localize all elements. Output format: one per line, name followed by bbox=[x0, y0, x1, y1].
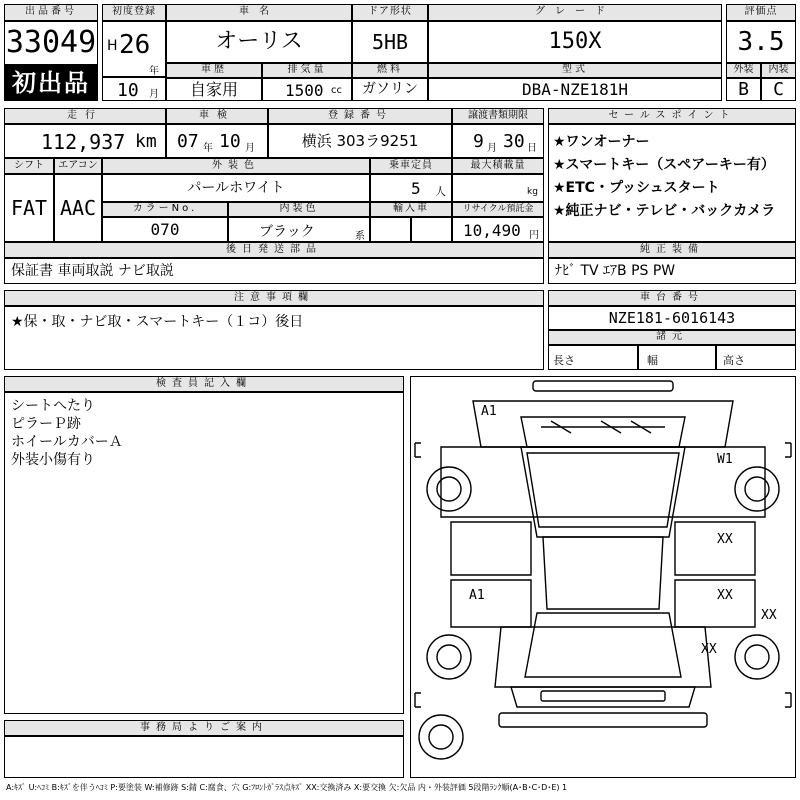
load-label: 最大積載量 bbox=[452, 158, 544, 174]
model: DBA-NZE181H bbox=[428, 78, 722, 101]
displacement-cell bbox=[262, 78, 352, 101]
transfer-cell bbox=[452, 124, 544, 158]
displacement-unit: cc bbox=[331, 85, 342, 96]
length-label: 長さ bbox=[553, 354, 575, 367]
later-parts-label: 後日発送部品 bbox=[4, 242, 544, 258]
capacity: 5 bbox=[411, 179, 421, 198]
score-label: 評価点 bbox=[726, 4, 796, 21]
later-parts: 保証書 車両取説 ナビ取説 bbox=[4, 258, 544, 284]
import-cell-a bbox=[370, 217, 411, 242]
width-label: 幅 bbox=[647, 354, 658, 367]
ac-label: エアコン bbox=[54, 158, 102, 174]
insp-month: 10 bbox=[219, 131, 241, 152]
height-label: 高さ bbox=[723, 354, 745, 367]
car-name-label: 車名 bbox=[166, 4, 352, 21]
dims-label: 諸元 bbox=[548, 330, 796, 345]
color-no: 070 bbox=[102, 217, 228, 242]
mark-xx-right-rear: XX bbox=[717, 588, 733, 603]
transfer-day-unit: 日 bbox=[527, 143, 537, 154]
sales-label: セールスポイント bbox=[548, 108, 796, 124]
sales-point: ★ワンオーナー bbox=[553, 134, 650, 150]
mark-xx-right-edge: XX bbox=[761, 608, 777, 623]
door-type: 5HB bbox=[352, 21, 428, 63]
ext-color: パールホワイト bbox=[102, 174, 370, 202]
mileage-cell bbox=[4, 124, 166, 158]
first-reg-year-cell bbox=[102, 21, 166, 77]
ext-color-label: 外装色 bbox=[102, 158, 370, 174]
inspection-label: 車検 bbox=[166, 108, 268, 124]
insp-month-unit: 月 bbox=[245, 143, 255, 154]
length-cell bbox=[548, 345, 638, 370]
int-grade: C bbox=[761, 78, 796, 101]
inspector-line: ピラーＰ跡 bbox=[11, 416, 81, 432]
mark-xx-right-front: XX bbox=[717, 532, 733, 547]
int-label: 内装 bbox=[761, 63, 796, 78]
lot-number: 33049 bbox=[4, 21, 98, 65]
int-color-label: 内装色 bbox=[228, 202, 370, 217]
sales-point: ★ETC・プッシュスタート bbox=[553, 180, 720, 196]
caution-box bbox=[4, 306, 544, 370]
car-name: オーリス bbox=[166, 21, 352, 63]
inspector-label: 検査員記入欄 bbox=[4, 376, 404, 392]
car-diagram-svg bbox=[411, 377, 795, 777]
height-cell bbox=[716, 345, 796, 370]
int-color-unit: 系 bbox=[355, 231, 365, 242]
shift-label: シフト bbox=[4, 158, 54, 174]
office-box bbox=[4, 736, 404, 778]
ac: AAC bbox=[54, 174, 102, 242]
transfer-label: 譲渡書類期限 bbox=[452, 108, 544, 124]
ext-label: 外装 bbox=[726, 63, 761, 78]
history-label: 車歴 bbox=[166, 63, 262, 78]
reg-month: 10 bbox=[117, 80, 139, 101]
fuel-label: 燃料 bbox=[352, 63, 428, 78]
mark-a1-left: A1 bbox=[469, 588, 485, 603]
caution-text: ★保・取・ナビ取・スマートキー（１コ）後日 bbox=[11, 314, 304, 330]
reg-year: 26 bbox=[119, 30, 151, 60]
recycle-label: リサイクル預託金 bbox=[452, 202, 544, 217]
plate-label: 登録番号 bbox=[268, 108, 452, 124]
capacity-unit: 人 bbox=[435, 185, 446, 198]
ext-grade: B bbox=[726, 78, 761, 101]
capacity-label: 乗車定員 bbox=[370, 158, 452, 174]
equipment: ﾅﾋﾞ TV ｴｱB PS PW bbox=[548, 258, 796, 284]
first-reg-label: 初度登録 bbox=[102, 4, 166, 21]
damage-legend: A:ｷｽﾞ U:ﾍｺﾐ B:ｷｽﾞを伴うﾍｺﾐ P:要塗装 W:補修跡 S:錆 C:腐食、穴 G:ﾌﾛﾝﾄｶﾞﾗｽ点ｷｽﾞ XX:交換済み X:要交換 欠:欠品 内・外装評価 5段階ﾗﾝｸ順(A･B･C･D･E) 1 bbox=[6, 783, 568, 792]
load-unit: kg bbox=[527, 187, 538, 197]
sales-point: ★スマートキー（スペアーキー有） bbox=[553, 157, 775, 173]
fuel: ガソリン bbox=[352, 78, 428, 101]
caution-label: 注意事項欄 bbox=[4, 290, 544, 306]
mark-w1: W1 bbox=[717, 452, 733, 467]
mileage: 112,937 bbox=[41, 130, 126, 154]
score: 3.5 bbox=[726, 21, 796, 63]
color-no-label: カラーNo. bbox=[102, 202, 228, 217]
equip-label: 純正装備 bbox=[548, 242, 796, 258]
transfer-day: 30 bbox=[503, 131, 525, 152]
model-label: 型式 bbox=[428, 63, 722, 78]
chassis-label: 車台番号 bbox=[548, 290, 796, 306]
grade: 150X bbox=[428, 21, 722, 63]
capacity-cell bbox=[370, 174, 452, 202]
shift: FAT bbox=[4, 174, 54, 242]
import-cell-b bbox=[411, 217, 452, 242]
mileage-label: 走行 bbox=[4, 108, 166, 124]
insp-year-unit: 年 bbox=[203, 143, 213, 154]
damage-diagram bbox=[410, 376, 796, 778]
transfer-month: 9 bbox=[473, 131, 484, 152]
grade-label: グレード bbox=[428, 4, 722, 21]
month-unit: 月 bbox=[149, 89, 159, 100]
recycle-unit: 円 bbox=[529, 230, 539, 241]
chassis-no: NZE181-6016143 bbox=[548, 306, 796, 330]
sales-points bbox=[548, 124, 796, 242]
load-cell bbox=[452, 174, 544, 202]
first-reg-month-cell bbox=[102, 77, 166, 101]
door-label: ドア形状 bbox=[352, 4, 428, 21]
inspector-line: シートへたり bbox=[11, 398, 95, 414]
int-color: ブラック bbox=[259, 224, 315, 240]
mark-xx-rear: XX bbox=[701, 642, 717, 657]
history: 自家用 bbox=[166, 78, 262, 101]
width-cell bbox=[638, 345, 716, 370]
plate: 横浜 303ラ9251 bbox=[268, 124, 452, 158]
inspector-box bbox=[4, 392, 404, 714]
year-unit: 年 bbox=[149, 66, 159, 77]
first-listing-badge: 初出品 bbox=[4, 65, 98, 101]
sales-point: ★純正ナビ・テレビ・バックカメラ bbox=[553, 203, 776, 219]
inspector-line: 外装小傷有り bbox=[11, 452, 95, 468]
inspection-cell bbox=[166, 124, 268, 158]
recycle: 10,490 bbox=[463, 221, 521, 240]
mileage-unit: km bbox=[135, 131, 157, 152]
mark-a1-front: A1 bbox=[481, 404, 497, 419]
import-label: 輸入車 bbox=[370, 202, 452, 217]
displacement: 1500 bbox=[285, 81, 324, 100]
transfer-month-unit: 月 bbox=[487, 143, 497, 154]
lot-no-label: 出品番号 bbox=[4, 4, 98, 21]
recycle-cell bbox=[452, 217, 544, 242]
era: H bbox=[107, 38, 118, 54]
office-label: 事務局よりご案内 bbox=[4, 720, 404, 736]
int-color-cell bbox=[228, 217, 370, 242]
displacement-label: 排気量 bbox=[262, 63, 352, 78]
insp-year: 07 bbox=[177, 131, 199, 152]
inspector-line: ホイールカバーＡ bbox=[11, 434, 123, 450]
